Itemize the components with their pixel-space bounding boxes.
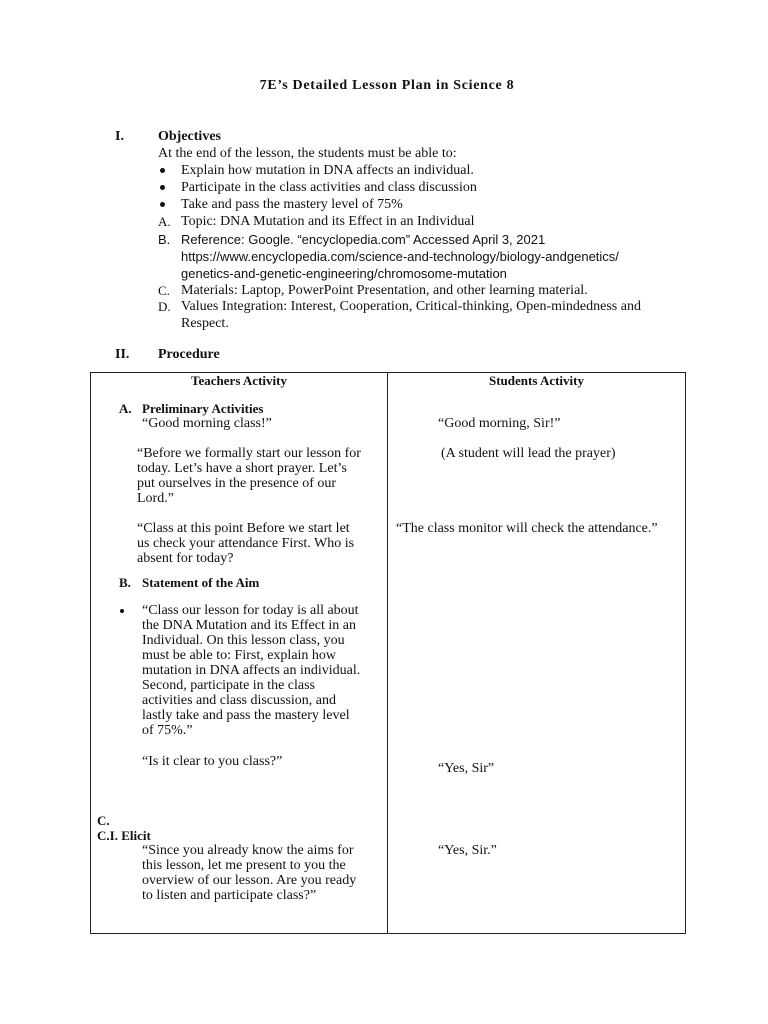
teacher-aim: the DNA Mutation and its Effect in an [142,618,356,633]
teacher-aim: of 75%.” [142,723,193,738]
item-values: Respect. [181,316,229,331]
item-reference: Reference: Google. “encyclopedia.com” Accessed April 3, 2021 [181,232,546,247]
step-marker: C. [97,813,110,828]
section-heading-procedure: Procedure [158,347,220,362]
section-heading-objectives: Objectives [158,129,221,144]
procedure-table [90,372,686,934]
bullet-icon [160,202,165,207]
teacher-elicit: this lesson, let me present to you the [142,858,346,873]
teacher-elicit: to listen and participate class?” [142,888,317,903]
teacher-prayer: today. Let’s have a short prayer. Let’s [137,461,347,476]
teacher-attendance: “Class at this point Before we start let [137,521,350,536]
step-heading-elicit: C.I. Elicit [97,828,151,843]
item-reference-url: https://www.encyclopedia.com/science-and-technology/biology-andgenetics/ [181,249,619,264]
teacher-prayer: put ourselves in the presence of our [137,476,337,491]
teacher-aim: must be able to: First, explain how [142,648,337,663]
bullet-icon [160,168,165,173]
teacher-prayer: Lord.” [137,491,174,506]
item-marker: C. [158,283,170,298]
student-answer: “Yes, Sir.” [438,843,497,858]
section-number-procedure: II. [115,347,130,362]
bullet-icon [120,609,124,613]
student-prayer: (A student will lead the prayer) [441,446,616,461]
column-header-teachers: Teachers Activity [191,373,287,388]
column-header-students: Students Activity [489,373,584,388]
item-marker: A. [158,214,171,229]
student-attendance: “The class monitor will check the attendance.” [396,521,658,536]
step-marker: B. [119,575,131,590]
teacher-elicit: overview of our lesson. Are you ready [142,873,357,888]
item-marker: D. [158,299,171,314]
teacher-attendance: us check your attendance First. Who is [137,536,355,551]
objectives-intro: At the end of the lesson, the students must be able to: [158,146,457,161]
section-number-objectives: I. [115,129,124,144]
objective-bullet: Take and pass the mastery level of 75% [181,197,403,212]
teacher-aim: Individual. On this lesson class, you [142,633,345,648]
teacher-greeting: “Good morning class!” [142,416,272,431]
objective-bullet: Explain how mutation in DNA affects an individual. [181,163,474,178]
item-values: Values Integration: Interest, Cooperation, Critical-thinking, Open-mindedness and [181,299,641,314]
teachers-column [91,373,388,934]
teacher-aim: lastly take and pass the mastery level [142,708,350,723]
teacher-clear-question: “Is it clear to you class?” [142,754,283,769]
teacher-prayer: “Before we formally start our lesson for [137,446,361,461]
bullet-icon [160,185,165,190]
item-marker: B. [158,232,171,247]
step-heading-preliminary: Preliminary Activities [142,401,264,416]
step-marker: A. [119,401,132,416]
students-column [388,373,686,934]
item-topic: Topic: DNA Mutation and its Effect in an Individual [181,214,475,229]
student-answer: “Yes, Sir” [438,761,495,776]
teacher-aim: Second, participate in the class [142,678,315,693]
objective-bullet: Participate in the class activities and class discussion [181,180,477,195]
teacher-aim: mutation in DNA affects an individual. [142,663,361,678]
teacher-attendance: absent for today? [137,551,234,566]
page-title: 7E’s Detailed Lesson Plan in Science 8 [259,78,515,93]
teacher-aim: activities and class discussion, and [142,693,337,708]
step-heading-aim: Statement of the Aim [142,575,260,590]
item-reference-url: genetics-and-genetic-engineering/chromosome-mutation [181,266,507,281]
teacher-aim: “Class our lesson for today is all about [142,603,359,618]
teacher-elicit: “Since you already know the aims for [142,843,354,858]
item-materials: Materials: Laptop, PowerPoint Presentation, and other learning material. [181,283,588,298]
student-greeting: “Good morning, Sir!” [438,416,561,431]
